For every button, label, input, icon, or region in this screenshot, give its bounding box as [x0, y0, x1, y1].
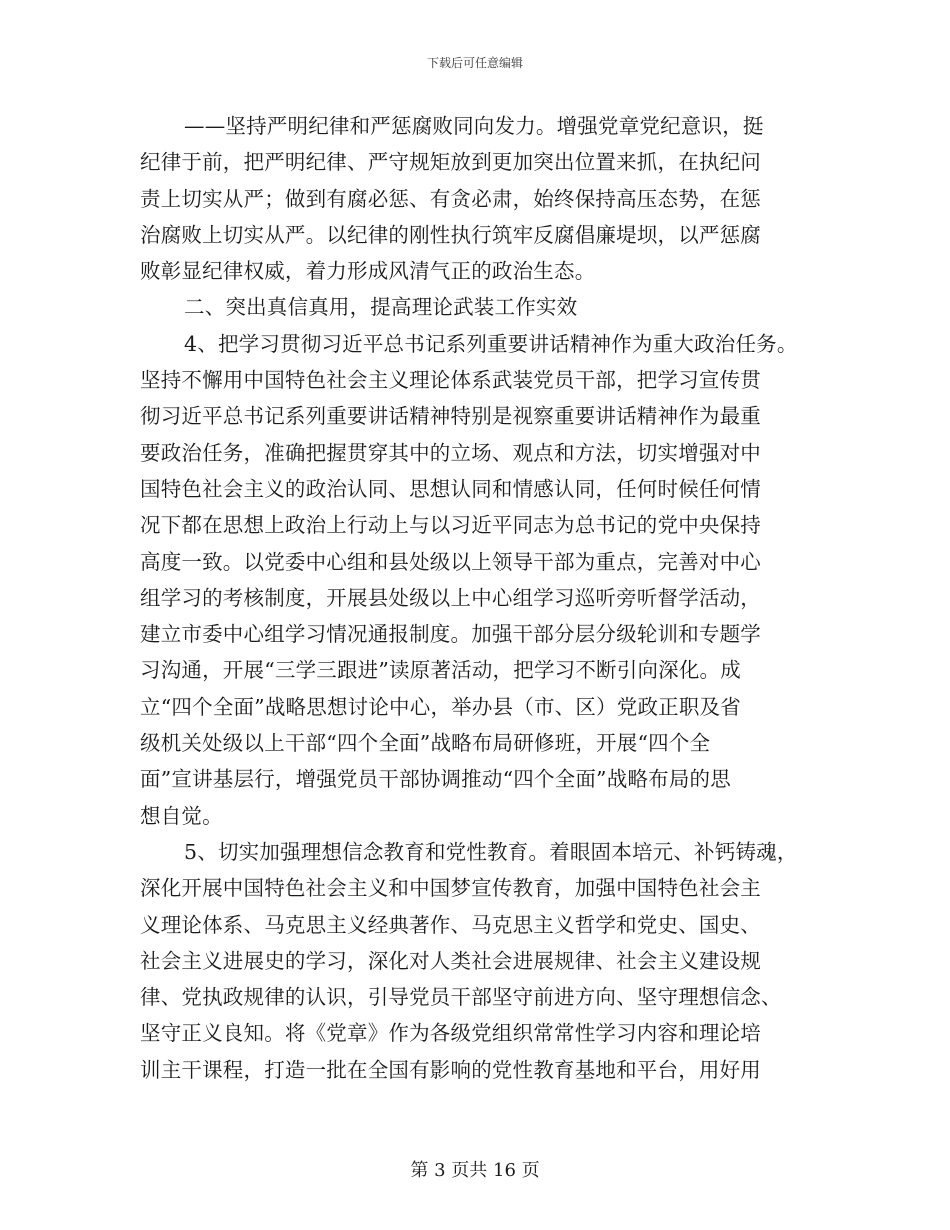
body-line: 深化开展中国特色社会主义和中国梦宣传教育，加强中国特色社会主	[140, 876, 761, 901]
body-line: 4、把学习贯彻习近平总书记系列重要讲话精神作为重大政治任务。	[184, 331, 798, 356]
body-line: 义理论体系、马克思主义经典著作、马克思主义哲学和党史、国史、	[140, 912, 761, 937]
body-line: 5、切实加强理想信念教育和党性教育。着眼固本培元、补钙铸魂，	[184, 839, 798, 864]
body-line: ——坚持严明纪律和严惩腐败同向发力。增强党章党纪意识，挺	[184, 114, 764, 138]
body-line: 坚持不懈用中国特色社会主义理论体系武装党员干部，把学习宣传贯	[140, 368, 761, 393]
body-line: 纪律于前，把严明纪律、严守规矩放到更加突出位置来抓，在执纪问	[140, 150, 761, 175]
body-line: 想自觉。	[140, 803, 223, 828]
body-line: 国特色社会主义的政治认同、思想认同和情感认同，任何时候任何情	[140, 476, 761, 501]
body-line: 级机关处级以上干部“四个全面”战略布局研修班，开展“四个全	[140, 731, 711, 756]
body-line: 组学习的考核制度，开展县处级以上中心组学习巡听旁听督学活动，	[140, 585, 761, 610]
body-line: 高度一致。以党委中心组和县处级以上领导干部为重点，完善对中心	[140, 549, 761, 574]
document-body	[140, 108, 830, 1088]
body-line: 律、党执政规律的认识，引导党员干部坚守前进方向、坚守理想信念、	[140, 985, 782, 1010]
body-line: 败彰显纪律权威，着力形成风清气正的政治生态。	[140, 259, 596, 284]
body-line: 责上切实从严；做到有腐必惩、有贪必肃，始终保持高压态势，在惩	[140, 186, 761, 211]
body-line: 坚守正义良知。将《党章》作为各级党组织常常性学习内容和理论培	[140, 1021, 761, 1046]
body-line: 面”宣讲基层行，增强党员干部协调推动“四个全面”战略布局的思	[140, 767, 731, 792]
page-number: 第 3 页共 16 页	[410, 1160, 540, 1181]
body-line: 立“四个全面”战略思想讨论中心，举办县（市、区）党政正职及省	[140, 694, 741, 719]
body-line: 治腐败上切实从严。以纪律的刚性执行筑牢反腐倡廉堤坝，以严惩腐	[140, 222, 761, 247]
section-heading: 二、突出真信真用，提高理论武装工作实效	[184, 295, 578, 320]
body-line: 要政治任务，准确把握贯穿其中的立场、观点和方法，切实增强对中	[140, 440, 761, 465]
body-line: 彻习近平总书记系列重要讲话精神特别是视察重要讲话精神作为最重	[140, 404, 761, 429]
body-line: 习沟通，开展“三学三跟进”读原著活动，把学习不断引向深化。成	[140, 658, 741, 683]
body-line: 况下都在思想上政治上行动上与以习近平同志为总书记的党中央保持	[140, 513, 761, 538]
body-line: 训主干课程，打造一批在全国有影响的党性教育基地和平台，用好用	[140, 1057, 761, 1082]
body-line: 建立市委中心组学习情况通报制度。加强干部分层分级轮训和专题学	[140, 622, 761, 647]
page-header-note: 下载后可任意编辑	[426, 56, 523, 70]
body-line: 社会主义进展史的学习，深化对人类社会进展规律、社会主义建设规	[140, 948, 761, 973]
